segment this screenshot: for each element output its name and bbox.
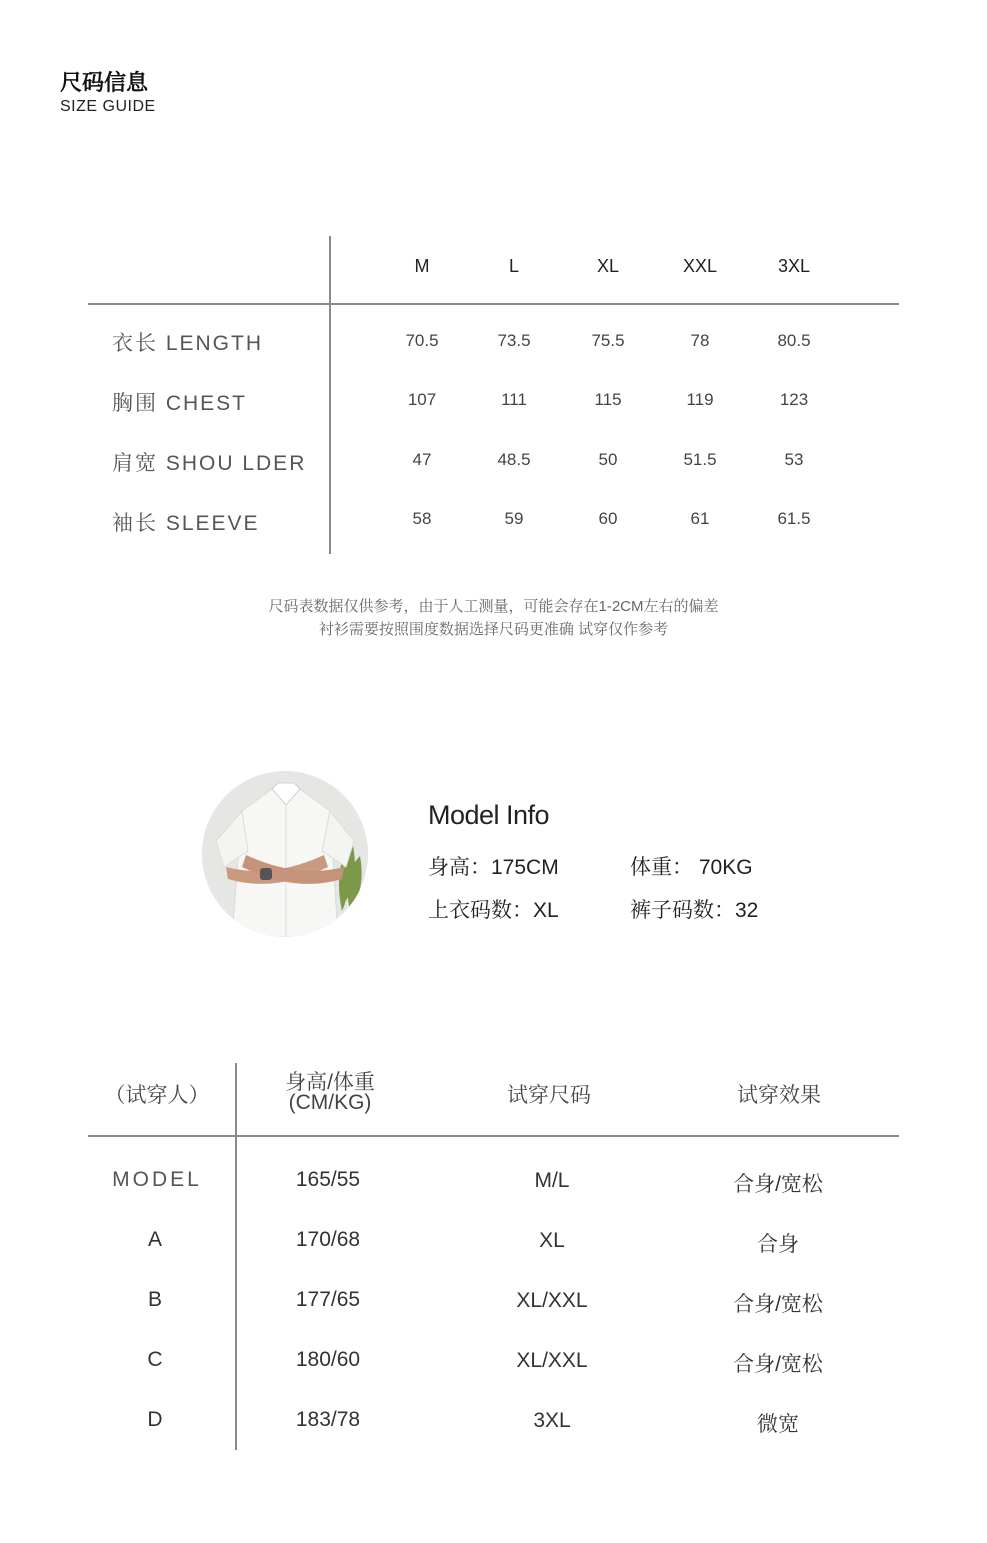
table-cell: 51.5 [683, 450, 717, 469]
table-cell: 61.5 [777, 509, 811, 528]
fit-header-effect: 试穿效果 [737, 1084, 821, 1107]
table-cell: 80.5 [777, 331, 811, 350]
table-cell: 73.5 [497, 331, 531, 350]
fit-height-weight: 165/55 [295, 1168, 361, 1191]
table-cell: 123 [779, 390, 809, 409]
fit-effect: 微宽 [757, 1413, 799, 1436]
table-cell: 78 [690, 331, 710, 350]
size-header-l: L [508, 256, 519, 276]
model-avatar [202, 771, 368, 937]
table-cell: 60 [598, 509, 618, 528]
measurement-note: 尺码表数据仅供参考，由于人工测量，可能会存在1-2CM左右的偏差 [268, 598, 719, 615]
row-label-length: 衣长 LENGTH [112, 332, 264, 355]
table-cell: 58 [412, 509, 432, 528]
model-info-title: Model Info [428, 800, 550, 830]
model-pants-size: 裤子码数：32 [630, 899, 759, 922]
row-label-shoulder: 肩宽 SHOU LDER [112, 452, 307, 475]
fit-size: XL/XXL [516, 1289, 588, 1312]
fit-effect: 合身/宽松 [733, 1353, 823, 1376]
fit-header-unit: (CM/KG) [288, 1091, 372, 1114]
table-cell: 115 [594, 390, 622, 409]
fit-person: D [147, 1408, 163, 1431]
page-subtitle: SIZE GUIDE [60, 98, 156, 115]
table-cell: 47 [412, 450, 432, 469]
table-cell: 107 [407, 390, 437, 409]
fit-effect: 合身/宽松 [733, 1173, 823, 1196]
fit-table-divider-horizontal [88, 1135, 899, 1137]
fit-effect: 合身/宽松 [733, 1293, 823, 1316]
table-cell: 61 [690, 509, 710, 528]
fit-height-weight: 170/68 [295, 1228, 361, 1251]
fit-person: B [147, 1288, 162, 1311]
fit-height-weight: 177/65 [295, 1288, 361, 1311]
fit-person: A [147, 1228, 162, 1251]
fit-table-divider-vertical [235, 1063, 237, 1450]
table-cell: 53 [784, 450, 804, 469]
size-header-xxl: XXL [682, 256, 718, 276]
fit-header-height-weight: 身高/体重 [285, 1071, 375, 1094]
fit-size: M/L [534, 1169, 570, 1192]
table-cell: 111 [501, 390, 527, 409]
size-table-divider-horizontal [88, 303, 899, 305]
size-header-3xl: 3XL [777, 256, 811, 276]
table-cell: 59 [504, 509, 524, 528]
fit-size: XL [539, 1229, 565, 1252]
fit-person: MODEL [112, 1168, 202, 1191]
fit-note: 衬衫需要按照围度数据选择尺码更准确 试穿仅作参考 [318, 621, 669, 638]
table-cell: 48.5 [497, 450, 531, 469]
fit-size: 3XL [533, 1409, 571, 1432]
row-label-sleeve: 袖长 SLEEVE [112, 512, 260, 535]
fit-person: C [147, 1348, 163, 1371]
table-cell: 70.5 [405, 331, 439, 350]
size-header-xl: XL [596, 256, 620, 276]
fit-size: XL/XXL [516, 1349, 588, 1372]
model-height: 身高：175CM [428, 856, 559, 879]
size-table-divider-vertical [329, 236, 331, 554]
fit-header-person: （试穿人） [104, 1084, 210, 1107]
table-cell: 75.5 [591, 331, 625, 350]
size-header-m: M [414, 256, 430, 276]
fit-height-weight: 183/78 [295, 1408, 361, 1431]
fit-effect: 合身 [757, 1233, 799, 1256]
model-photo-illustration [202, 771, 368, 937]
model-top-size: 上衣码数：XL [428, 899, 559, 922]
fit-height-weight: 180/60 [295, 1348, 361, 1371]
model-weight: 体重： 70KG [630, 856, 753, 879]
fit-header-size: 试穿尺码 [507, 1084, 591, 1107]
row-label-chest: 胸围 CHEST [112, 392, 248, 415]
page-title: 尺码信息 [60, 70, 149, 95]
table-cell: 50 [598, 450, 618, 469]
table-cell: 119 [686, 390, 714, 409]
